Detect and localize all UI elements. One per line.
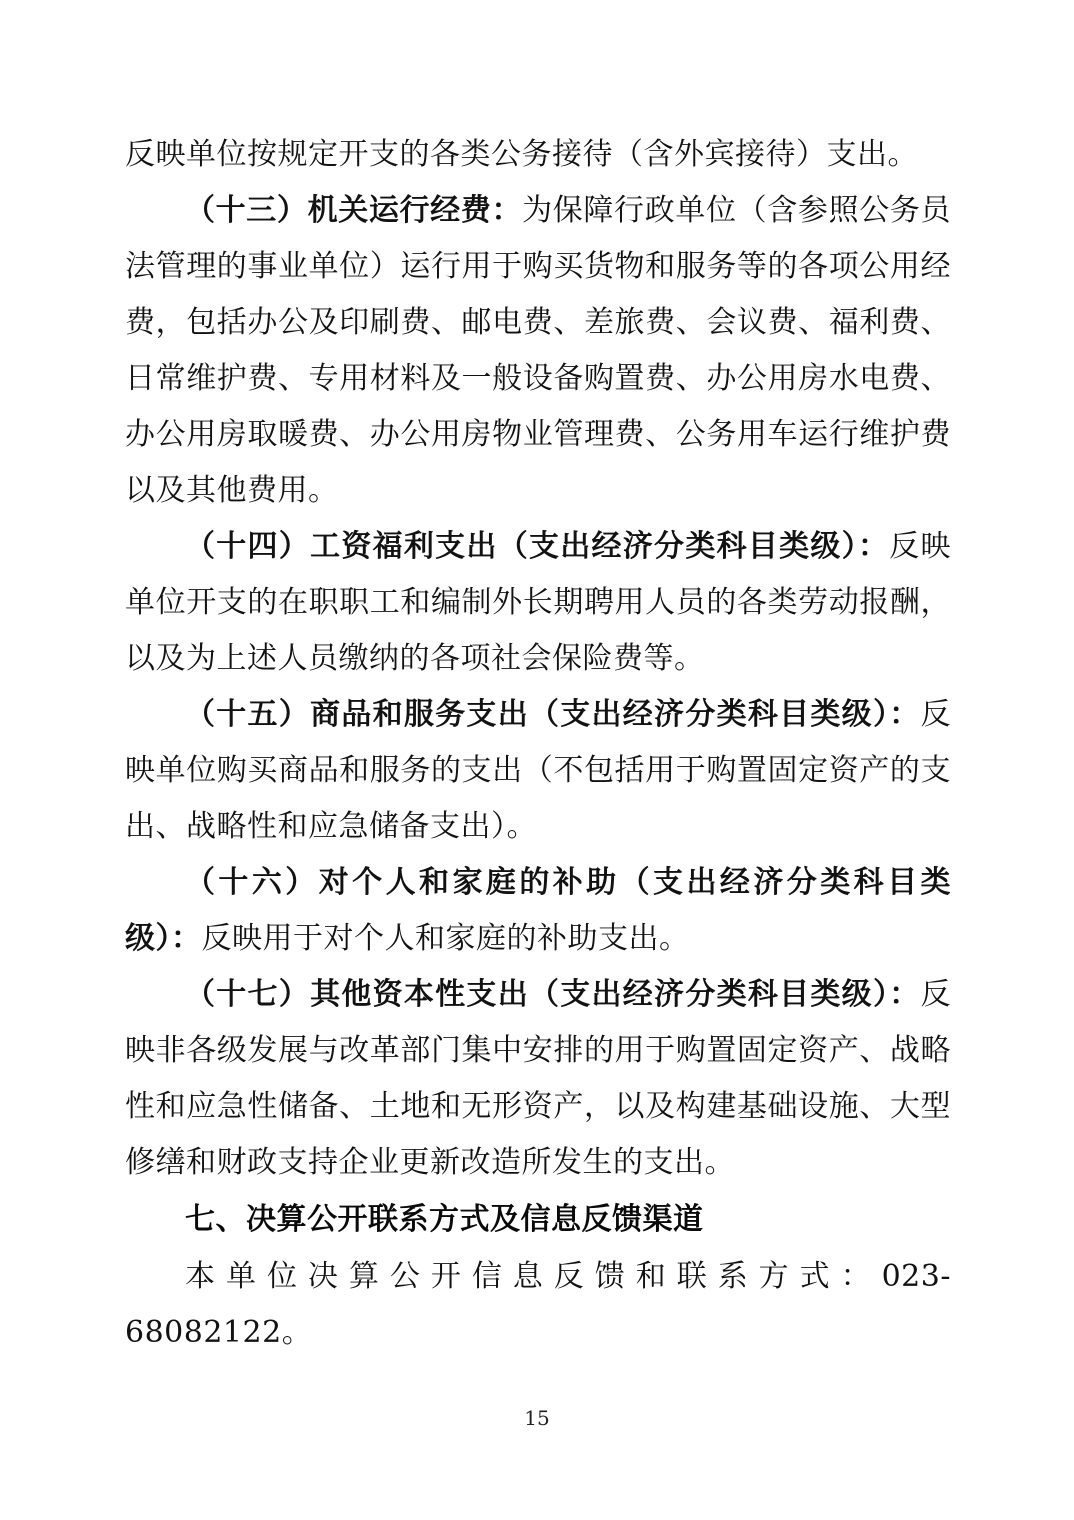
- section-heading-contact-feedback: 七、决算公开联系方式及信息反馈渠道: [185, 1203, 704, 1236]
- paragraph-14-wage-welfare-expense: [125, 519, 951, 687]
- paragraph-lead: （十六）对个人和家庭的补助（支出经济分类科目类级）：: [125, 865, 951, 956]
- paragraph-text: 反映单位开支的在职职工和编制外长期聘用人员的各类劳动报酬，以及为上述人员缴纳的各项社会保险费等。: [125, 529, 952, 676]
- paragraph-16-individual-family-subsidy: [125, 855, 951, 967]
- paragraph-text: 本单位决算公开信息反馈和联系方式：023-68082122。: [125, 1259, 951, 1350]
- paragraph-hospitality-expense-continuation: [125, 127, 951, 183]
- paragraph-text: 反映用于对个人和家庭的补助支出。: [201, 921, 690, 956]
- paragraph-lead: （十五）商品和服务支出（支出经济分类科目类级）：: [185, 697, 921, 732]
- document-text-block: [125, 127, 951, 1361]
- paragraph-15-goods-services-expense: [125, 687, 951, 855]
- paragraph-text: 反映单位购买商品和服务的支出（不包括用于购置固定资产的支出、战略性和应急储备支出）。: [125, 697, 951, 844]
- paragraph-17-other-capital-expense: [125, 967, 951, 1191]
- paragraph-13-agency-operating-expense: [125, 183, 951, 519]
- paragraph-text: 反映非各级发展与改革部门集中安排的用于购置固定资产、战略性和应急性储备、土地和无形资产，以及构建基础设施、大型修缮和财政支持企业更新改造所发生的支出。: [125, 977, 951, 1180]
- paragraph-lead: （十四）工资福利支出（支出经济分类科目类级）：: [185, 529, 890, 564]
- paragraph-text: 为保障行政单位（含参照公务员法管理的事业单位）运行用于购买货物和服务等的各项公用经费，包括办公及印刷费、邮电费、差旅费、会议费、福利费、日常维护费、专用材料及一般设备购置费、办公用房水电费、办公用房取暖费、办公用房物业管理费、公务用车运行维护费以及其他费用。: [125, 193, 952, 508]
- paragraph-lead: （十七）其他资本性支出（支出经济分类科目类级）：: [185, 977, 921, 1012]
- paragraph-lead: （十三）机关运行经费：: [185, 193, 523, 228]
- page-number: 15: [524, 1406, 550, 1430]
- paragraph-text: 反映单位按规定开支的各类公务接待（含外宾接待）支出。: [125, 137, 918, 172]
- paragraph-contact-info: [125, 1249, 951, 1361]
